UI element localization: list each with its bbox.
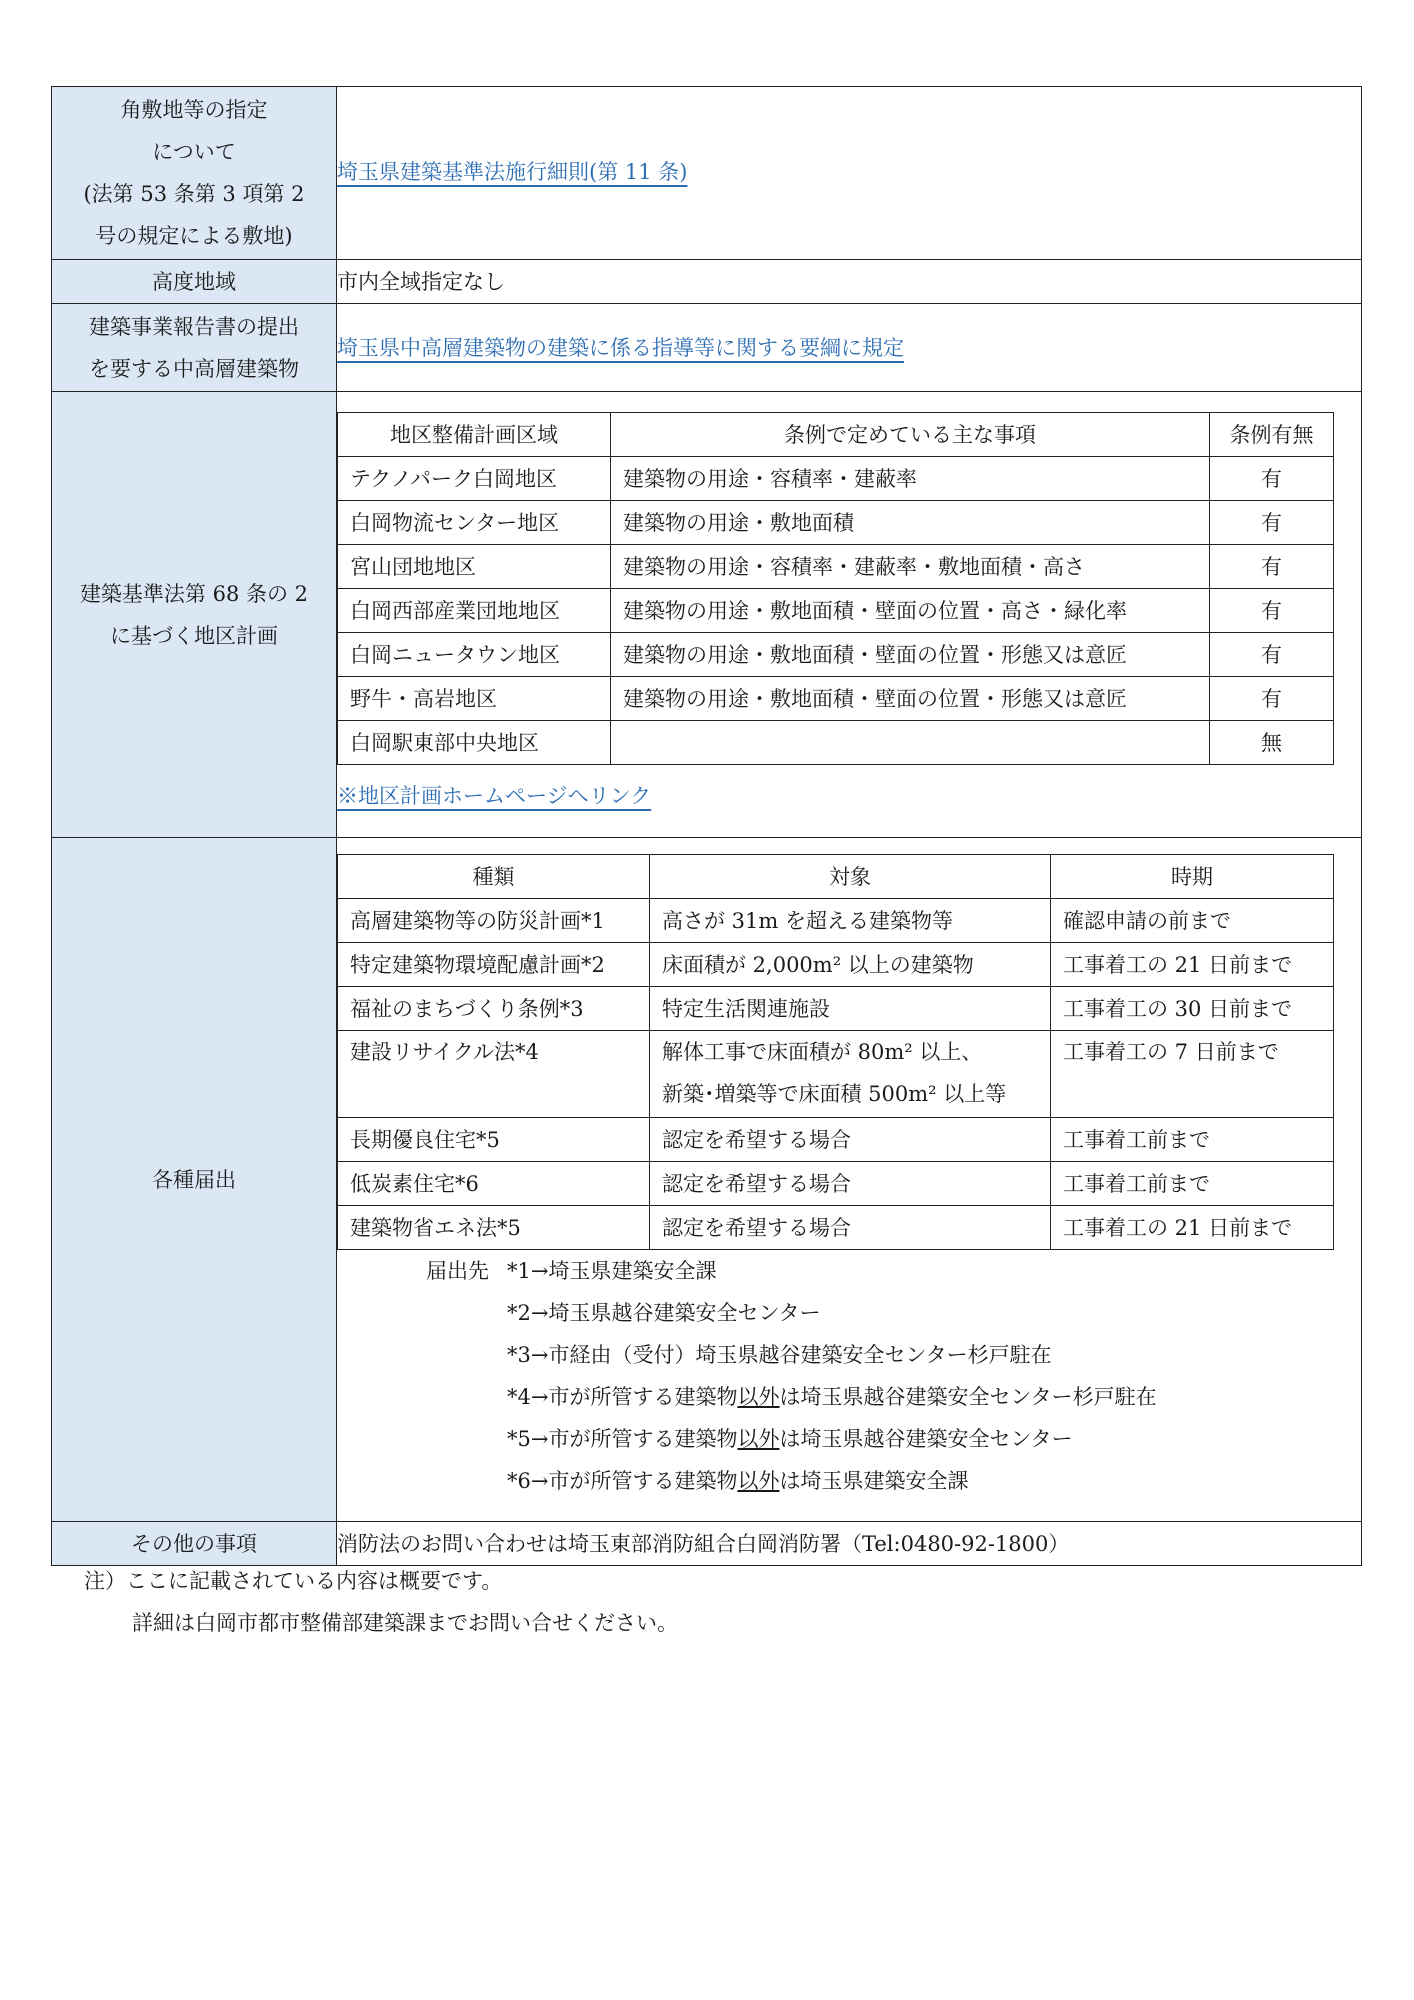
table-row: 白岡駅東部中央地区 無 (338, 721, 1334, 765)
submission-destinations: 届出先 *1→埼玉県建築安全課 *2→埼玉県越谷建築安全センター *3→市経由（受付）埼玉県越谷建築安全センター杉戸駐在 *4→市が所管する建築物以外は埼玉県越谷建築安全センター杉戸駐在 *5→市が所管する建築物以外は埼玉県越谷建築安全センター *6→市が所管する建築物以外は埼玉県建築安全課 (337, 1250, 1361, 1502)
notifications-table (337, 854, 1334, 1250)
table-row: 高層建築物等の防災計画*1 高さが 31m を超える建築物等 確認申請の前まで (338, 899, 1334, 943)
value-height-district: 市内全域指定なし (337, 260, 1362, 304)
label-district-plan: 建築基準法第 68 条の 2 に基づく地区計画 (52, 392, 337, 838)
table-header-row: 地区整備計画区域 条例で定めている主な事項 条例有無 (338, 413, 1334, 457)
table-row: 建築物省エネ法*5 認定を希望する場合 工事着工の 21 日前まで (338, 1206, 1334, 1250)
label-height-district: 高度地域 (52, 260, 337, 304)
footnote (84, 1560, 678, 1644)
table-row: 白岡ニュータウン地区 建築物の用途・敷地面積・壁面の位置・形態又は意匠 有 (338, 633, 1334, 677)
table-row: 福祉のまちづくり条例*3 特定生活関連施設 工事着工の 30 日前まで (338, 987, 1334, 1031)
table-row: 低炭素住宅*6 認定を希望する場合 工事着工前まで (338, 1162, 1334, 1206)
building-regulations-table (51, 86, 1362, 1566)
table-row: 白岡物流センター地区 建築物の用途・敷地面積 有 (338, 501, 1334, 545)
label-corner-lot: 角敷地等の指定 について (法第 53 条第 3 項第 2 号の規定による敷地) (52, 87, 337, 260)
label-other: その他の事項 (52, 1522, 337, 1566)
label-notifications: 各種届出 (52, 838, 337, 1522)
row-other (52, 1522, 1362, 1566)
value-district-plan (337, 392, 1362, 838)
district-plan-table (337, 412, 1334, 765)
footnote-line-2: 詳細は白岡市都市整備部建築課までお問い合せください。 (132, 1611, 678, 1635)
dest-label: 届出先 (426, 1259, 489, 1283)
row-height-district (52, 260, 1362, 304)
table-row: 野牛・高岩地区 建築物の用途・敷地面積・壁面の位置・形態又は意匠 有 (338, 677, 1334, 721)
row-notifications (52, 838, 1362, 1522)
footnote-line-1: 注）ここに記載されている内容は概要です。 (84, 1569, 503, 1593)
value-report (337, 304, 1362, 392)
value-other: 消防法のお問い合わせは埼玉東部消防組合白岡消防署（Tel:0480-92-1800） (337, 1522, 1362, 1566)
table-row: 白岡西部産業団地地区 建築物の用途・敷地面積・壁面の位置・高さ・緑化率 有 (338, 589, 1334, 633)
table-row: テクノパーク白岡地区 建築物の用途・容積率・建蔽率 有 (338, 457, 1334, 501)
row-district-plan (52, 392, 1362, 838)
table-header-row: 種類 対象 時期 (338, 855, 1334, 899)
table-row: 建設リサイクル法*4 解体工事で床面積が 80m² 以上、 新築･増築等で床面積 500m² 以上等 工事着工の 7 日前まで (338, 1031, 1334, 1118)
mid-high-rise-guideline-link[interactable]: 埼玉県中高層建築物の建築に係る指導等に関する要綱に規定 (337, 335, 904, 360)
row-corner-lot (52, 87, 1362, 260)
value-corner-lot (337, 87, 1362, 260)
label-report: 建築事業報告書の提出 を要する中高層建築物 (52, 304, 337, 392)
value-notifications (337, 838, 1362, 1522)
row-report (52, 304, 1362, 392)
table-row: 長期優良住宅*5 認定を希望する場合 工事着工前まで (338, 1118, 1334, 1162)
district-plan-homepage-link[interactable]: ※地区計画ホームページへリンク (337, 784, 652, 808)
table-row: 宮山団地地区 建築物の用途・容積率・建蔽率・敷地面積・高さ 有 (338, 545, 1334, 589)
table-row: 特定建築物環境配慮計画*2 床面積が 2,000m² 以上の建築物 工事着工の 21 日前まで (338, 943, 1334, 987)
saitama-building-standards-rules-link[interactable]: 埼玉県建築基準法施行細則(第 11 条) (337, 160, 688, 184)
